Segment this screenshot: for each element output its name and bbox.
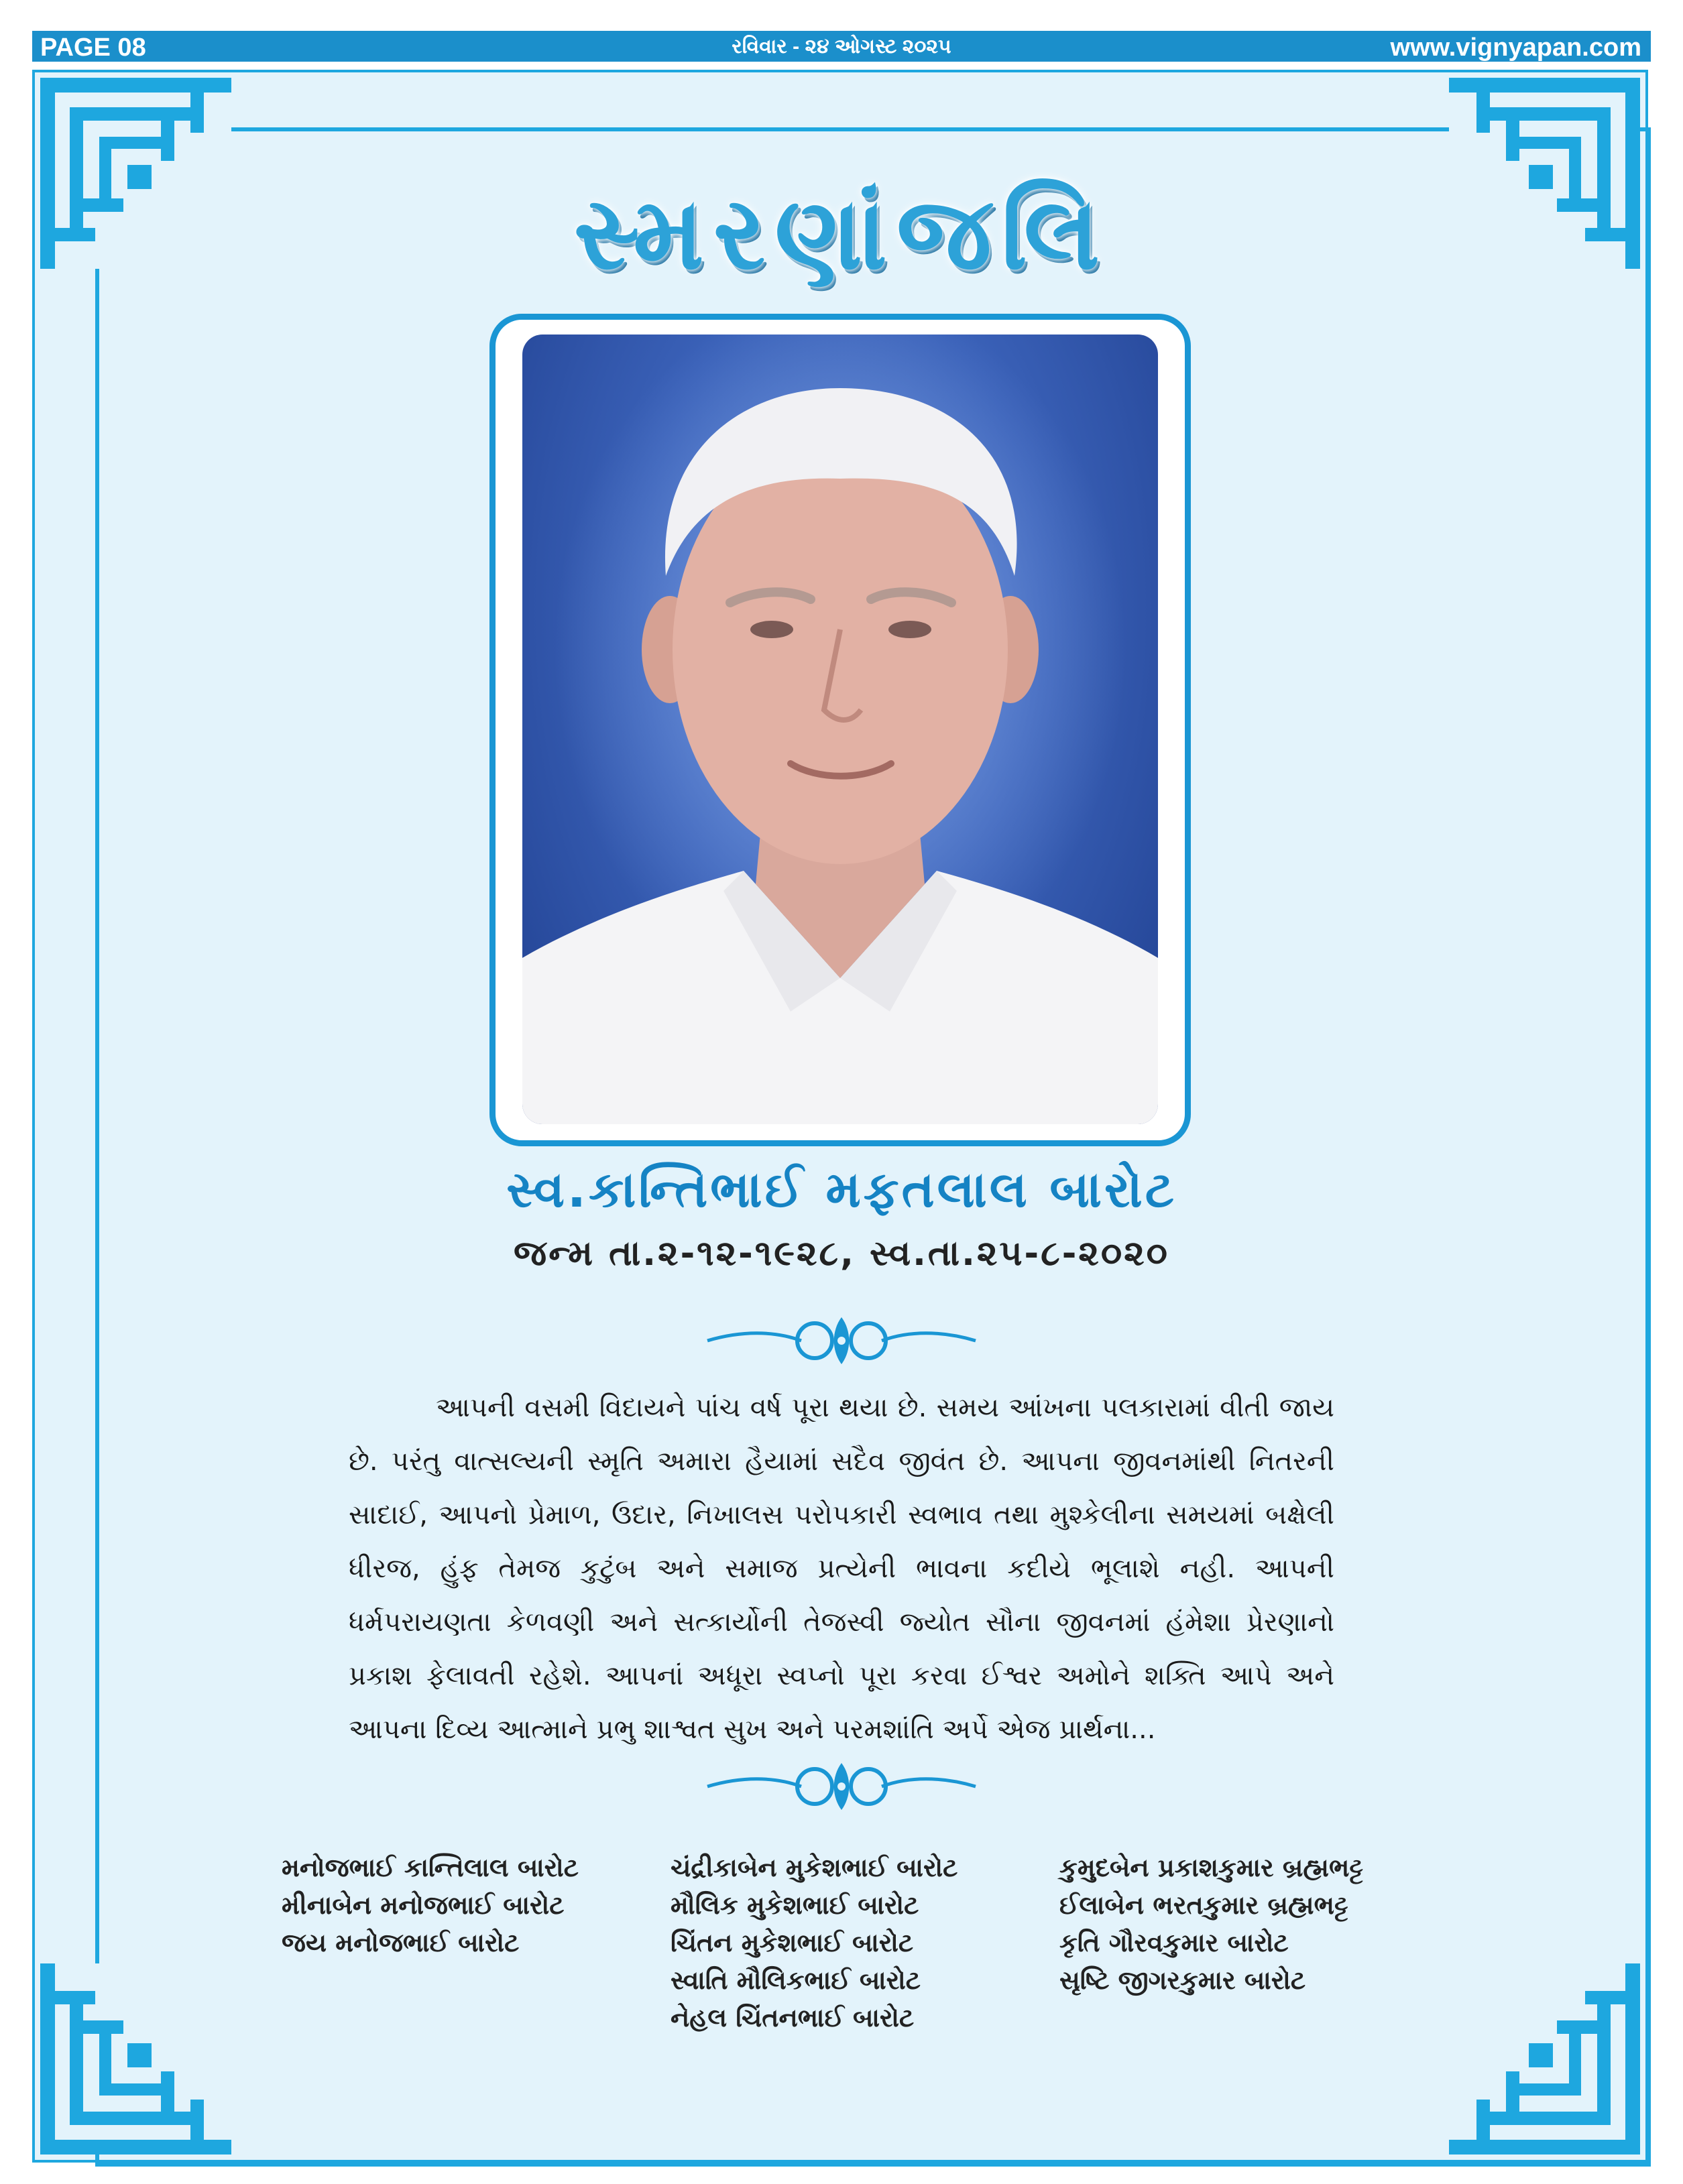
family-column-3	[1059, 1849, 1363, 1999]
corner-block	[40, 1963, 55, 2155]
corner-block	[1506, 2071, 1519, 2112]
corner-block	[161, 121, 174, 161]
family-member: નેહલ ચિંતનભાઈ બારોટ	[671, 2003, 915, 2033]
corner-pattern	[1449, 1963, 1640, 2155]
family-member: ઈલાબેન ભરતકુમાર બ્રહ્મભટ્ટ	[1059, 1890, 1348, 1920]
family-column-1	[282, 1849, 579, 1961]
family-member: સ્વાતિ મૌલિકભાઈ બારોટ	[671, 1965, 921, 1995]
family-member: કુમુદબેન પ્રકાશકુમાર બ્રહ્મભટ્ટ	[1059, 1853, 1363, 1882]
corner-block	[1476, 2112, 1611, 2125]
corner-block	[1529, 2043, 1553, 2067]
divider-ornament	[701, 1756, 982, 1817]
corner-block	[1585, 1991, 1625, 2004]
portrait-illustration	[522, 335, 1158, 1124]
family-member: મીનાબેન મનોજભાઈ બારોટ	[282, 1890, 565, 1920]
corner-block	[127, 2043, 152, 2067]
corner-ornament-bottom-right	[1449, 1963, 1640, 2155]
family-member: સૃષ્ટિ જીગરકુમાર બારોટ	[1059, 1965, 1306, 1995]
header-bar	[32, 31, 1651, 62]
divider-ornament	[701, 1311, 982, 1371]
corner-block	[70, 1991, 83, 2125]
page-number: PAGE 08	[40, 34, 146, 62]
corner-block	[1449, 2140, 1640, 2155]
corner-pattern	[40, 1963, 231, 2155]
corner-block	[1449, 78, 1640, 93]
corner-block	[1476, 2100, 1490, 2140]
website-link[interactable]: www.vignyapan.com	[1390, 34, 1641, 62]
portrait-photo	[522, 335, 1158, 1124]
family-column-2	[671, 1849, 957, 2037]
family-member: મનોજભાઈ કાન્તિલાલ બારોટ	[282, 1853, 579, 1882]
corner-block	[1476, 93, 1490, 133]
issue-date: રવિવાર - ૨૪ ઓગસ્ટ ૨૦૨૫	[732, 36, 951, 58]
family-member: કૃતિ ગૌરવકુમાર બારોટ	[1059, 1928, 1289, 1957]
corner-ornament-bottom-left	[40, 1963, 231, 2155]
family-member: ચિંતન મુકેશભાઈ બારોટ	[671, 1928, 914, 1957]
corner-block	[40, 78, 231, 93]
corner-block	[70, 107, 204, 121]
corner-block	[1476, 107, 1611, 121]
page-title: સ્મરણાંજલિ	[573, 176, 1110, 292]
portrait-frame	[489, 314, 1191, 1146]
corner-block	[1506, 121, 1519, 161]
corner-block	[83, 2020, 123, 2034]
corner-block	[1597, 1991, 1611, 2125]
corner-block	[1557, 2020, 1597, 2034]
corner-block	[70, 2112, 204, 2125]
tribute-text: આપની વસમી વિદાયને પાંચ વર્ષ પૂરા થયા છે. સમય આંખના પલકારામાં વીતી જાય છે. પરંતુ વાત્સલ્યની સ્મૃતિ અમારા હૈયામાં સદૈવ જીવંત છે. આપના જીવનમાંથી નિતરની સાદાઈ, આપનો પ્રેમાળ, ઉદાર, નિખાલસ પરોપકારી સ્વભાવ તથા મુશ્કેલીના સમયમાં બક્ષેલી ધીરજ, હુંફ તેમજ કુટુંબ અને સમાજ પ્રત્યેની ભાવના કદીયે ભૂલાશે નહી. આપની ધર્મપરાયણતા કેળવણી અને સત્કાર્યોની તેજસ્વી જ્યોત સૌના જીવનમાં હંમેશા પ્રેરણાનો પ્રકાશ ફેલાવતી રહેશે. આપનાં અધૂરા સ્વપ્નો પૂરા કરવા ઈશ્વર અમોને શક્તિ આપે અને આપના દિવ્ય આત્માને પ્રભુ શાશ્વત સુખ અને પરમશાંતિ અર્પે એજ પ્રાર્થના...	[349, 1392, 1334, 1745]
corner-block	[40, 2140, 231, 2155]
corner-block	[190, 93, 204, 133]
deceased-name: સ્વ.કાન્તિભાઈ મફતલાલ બારોટ	[506, 1161, 1177, 1219]
birth-death-dates: જન્મ તા.૨-૧૨-૧૯૨૮, સ્વ.તા.૨૫-૮-૨૦૨૦	[514, 1233, 1169, 1274]
corner-block	[1625, 1963, 1640, 2155]
corner-block	[190, 2100, 204, 2140]
corner-block	[161, 2071, 174, 2112]
family-member: મૌલિક મુકેશભાઈ બારોટ	[671, 1890, 919, 1920]
family-member: ચંદ્રીકાબેન મુકેશભાઈ બારોટ	[671, 1853, 958, 1882]
family-member: જય મનોજભાઈ બારોટ	[282, 1928, 520, 1957]
corner-block	[55, 1991, 95, 2004]
